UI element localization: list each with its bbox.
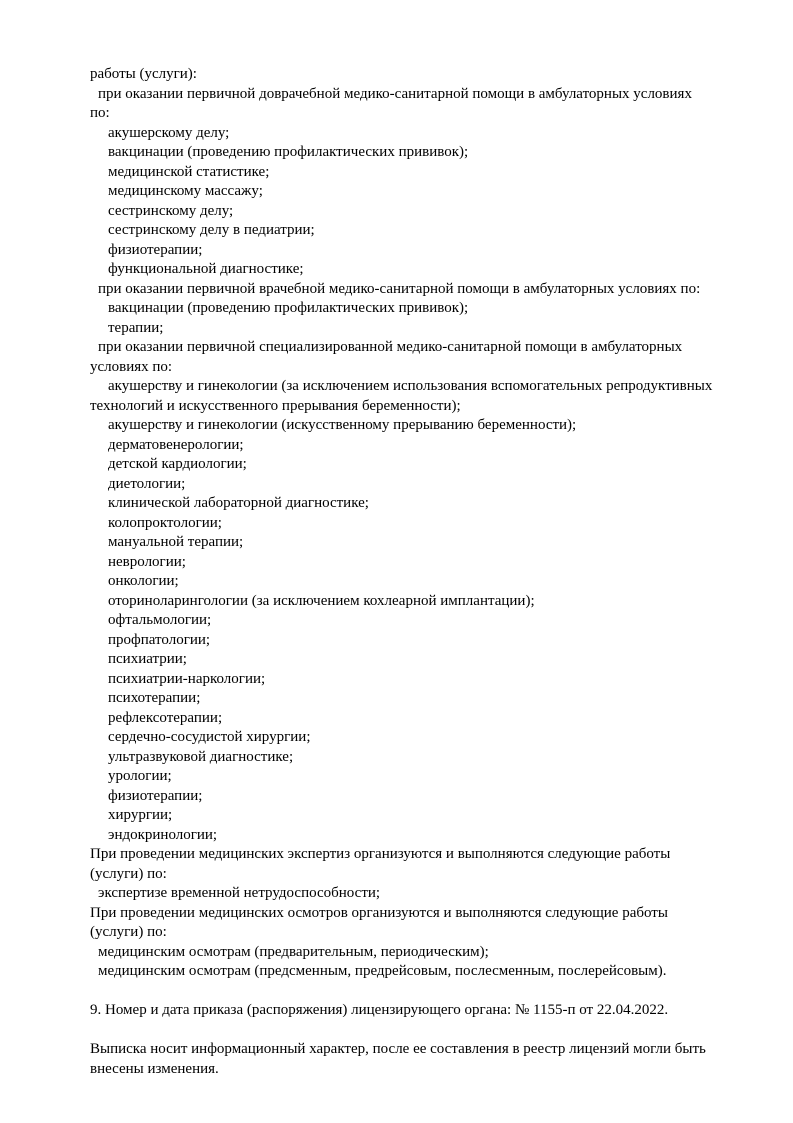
document-line: онкологии; [108, 573, 179, 589]
document-line: сестринскому делу в педиатрии; [108, 222, 315, 238]
document-line: по: [90, 105, 110, 121]
document-line: акушерству и гинекологии (за исключением использования вспомогательных репродуктивных [108, 378, 713, 394]
document-line: работы (услуги): [90, 66, 197, 82]
document-line: при оказании первичной врачебной медико-санитарной помощи в амбулаторных условиях по: [98, 280, 701, 297]
document-line: клинической лабораторной диагностике; [108, 495, 369, 511]
document-line: медицинским осмотрам (предсменным, предрейсовым, послесменным, послерейсовым). [98, 963, 667, 979]
document-line: акушерству и гинекологии (искусственному прерыванию беременности); [108, 417, 577, 433]
document-line: рефлексотерапии; [108, 709, 223, 726]
document-line: психиатрии-наркологии; [108, 670, 266, 687]
document-line: диетологии; [108, 475, 186, 492]
blank-line [90, 1021, 750, 1041]
document-line: хирургии; [108, 807, 173, 823]
document-line: психиатрии; [108, 651, 187, 667]
document-line: при оказании первичной доврачебной медико-санитарной помощи в амбулаторных условиях [98, 85, 692, 102]
document-line: вакцинации (проведению профилактических прививок); [108, 300, 469, 316]
document-line: медицинскому массажу; [108, 183, 263, 199]
document-line: экспертизе временной нетрудоспособности; [98, 885, 381, 901]
document-line: При проведении медицинских экспертиз организуются и выполняются следующие работы [90, 846, 671, 862]
document-line: офтальмологии; [108, 612, 212, 628]
document-line: функциональной диагностике; [108, 261, 304, 277]
document-line: условиях по: [90, 358, 173, 375]
document-line: психотерапии; [108, 690, 201, 706]
document-line: мануальной терапии; [108, 534, 244, 550]
document-line: (услуги) по: [90, 924, 167, 940]
document-line: медицинским осмотрам (предварительным, периодическим); [98, 943, 489, 960]
document-line: детской кардиологии; [108, 456, 247, 472]
document-line: урологии; [108, 768, 172, 784]
document-body [90, 65, 750, 1079]
blank-line [90, 982, 750, 1002]
document-line: сестринскому делу; [108, 202, 234, 219]
document-line: технологий и искусственного прерывания беременности); [90, 397, 461, 414]
document-line: медицинской статистике; [108, 163, 270, 180]
document-line: вакцинации (проведению профилактических прививок); [108, 144, 469, 160]
document-line: терапии; [108, 319, 164, 336]
document-line: эндокринологии; [108, 826, 218, 843]
document-line: физиотерапии; [108, 241, 203, 258]
document-line: сердечно-сосудистой хирургии; [108, 729, 311, 745]
document-line: оториноларингологии (за исключением кохлеарной имплантации); [108, 592, 535, 609]
document-line: физиотерапии; [108, 787, 203, 804]
document-line: дерматовенерологии; [108, 436, 244, 453]
document-line: профпатологии; [108, 631, 211, 648]
document-line: ультразвуковой диагностике; [108, 748, 294, 765]
document-line: (услуги) по: [90, 865, 167, 882]
document-line: При проведении медицинских осмотров организуются и выполняются следующие работы [90, 904, 668, 921]
document-line: неврологии; [108, 553, 186, 570]
document-line: акушерскому делу; [108, 124, 230, 141]
document-line: внесены изменения. [90, 1060, 219, 1077]
document-line: при оказании первичной специализированной медико-санитарной помощи в амбулаторных [98, 339, 683, 355]
document-line: колопроктологии; [108, 514, 222, 531]
document-line: 9. Номер и дата приказа (распоряжения) лицензирующего органа: № 1155-п от 22.04.2022. [90, 1002, 669, 1018]
document-line: Выписка носит информационный характер, после ее составления в реестр лицензий могли быть [90, 1041, 706, 1057]
